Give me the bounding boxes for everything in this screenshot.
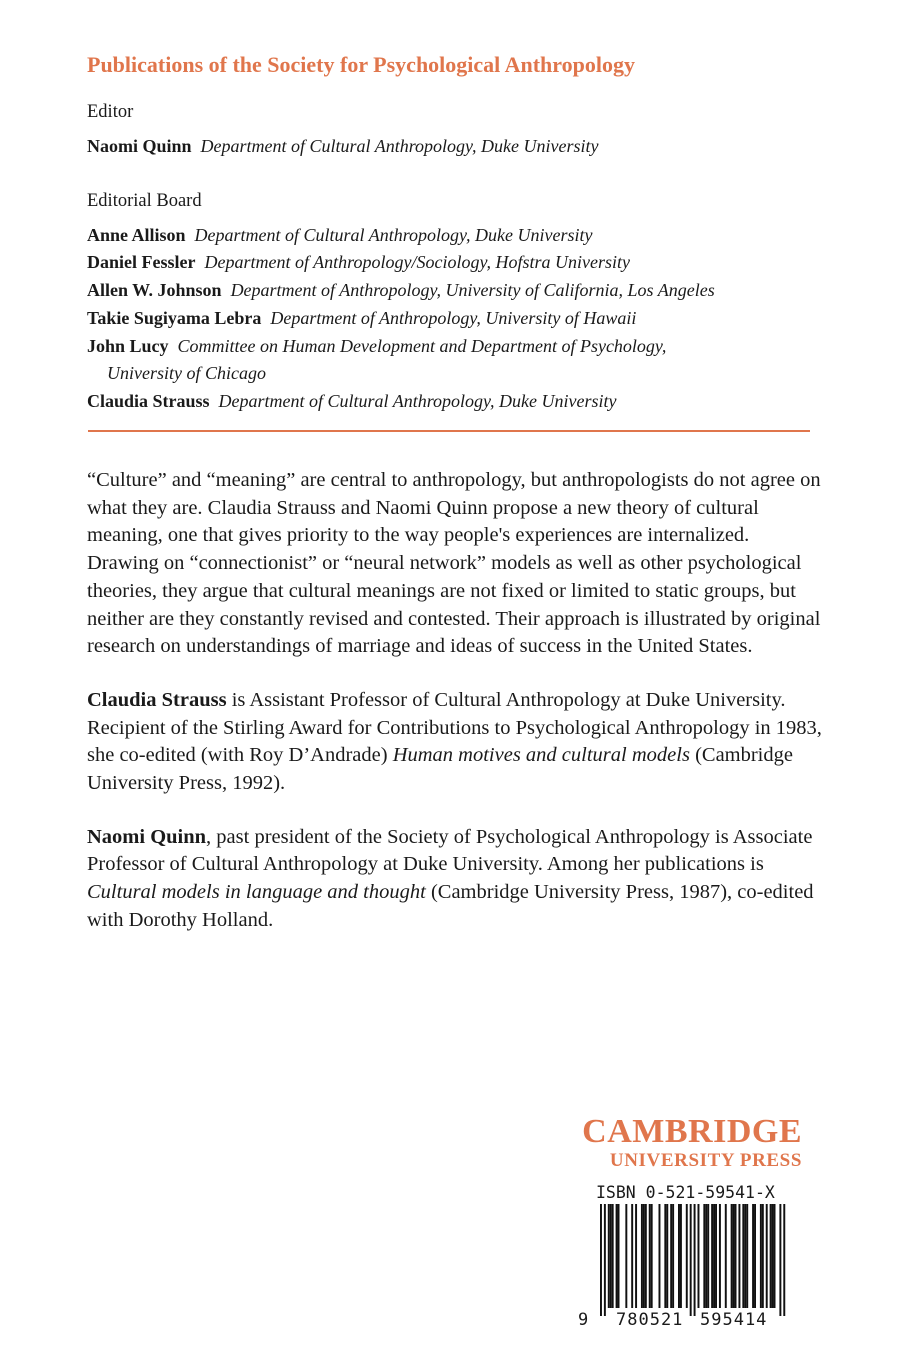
- barcode-bar: [604, 1204, 606, 1316]
- barcode-bar: [715, 1204, 717, 1308]
- barcode-bar: [731, 1204, 733, 1308]
- barcode-bar: [698, 1204, 700, 1308]
- barcode-digit-lead: 9: [578, 1310, 589, 1328]
- publisher-logo-cambridge: CAMBRIDGE: [582, 1113, 802, 1150]
- barcode-bar: [616, 1204, 618, 1308]
- barcode-bar: [600, 1204, 602, 1316]
- back-cover-blurb: [87, 467, 822, 961]
- divider-rule: [88, 430, 810, 432]
- barcode-bar: [707, 1204, 709, 1308]
- barcode-bar: [608, 1204, 610, 1308]
- barcode-bar: [651, 1204, 653, 1308]
- barcode-bar: [719, 1204, 721, 1308]
- barcode-bar: [752, 1204, 754, 1308]
- series-title: Publications of the Society for Psychological Anthropology: [87, 52, 635, 77]
- author-bio-strauss: Claudia Strauss is Assistant Professor of Cultural Anthropology at Duke University. Recipient of the Stirling Award for Contributions to Psychological Anthropology in 1983, she co-edited (with Roy D’Andrade) Human motives and cultural models (Cambridge University Press, 1992).: [87, 688, 822, 795]
- barcode-bar: [754, 1204, 756, 1308]
- board-member: [87, 308, 636, 329]
- barcode-bar: [672, 1204, 674, 1308]
- board-member-affiliation: Department of Anthropology, University of California, Los Angeles: [230, 280, 715, 300]
- barcode-bar: [666, 1204, 668, 1308]
- board-member-name: Takie Sugiyama Lebra: [87, 308, 262, 328]
- barcode-bar: [678, 1204, 680, 1308]
- board-member: [87, 252, 630, 273]
- barcode-bar: [618, 1204, 620, 1308]
- barcode-bars: [600, 1204, 785, 1316]
- editor-affiliation: Department of Cultural Anthropology, Duke University: [200, 136, 599, 156]
- barcode-bar: [713, 1204, 715, 1308]
- barcode-bar: [770, 1204, 772, 1308]
- barcode-bar: [610, 1204, 612, 1308]
- board-member: [87, 391, 617, 412]
- barcode-bar: [694, 1204, 696, 1316]
- barcode-bar: [711, 1204, 713, 1308]
- barcode-bar: [725, 1204, 727, 1308]
- board-member-affiliation: Department of Cultural Anthropology, Duke University: [194, 225, 593, 245]
- barcode-bar: [772, 1204, 774, 1308]
- board-member-affiliation: Department of Anthropology/Sociology, Hofstra University: [204, 252, 630, 272]
- book-description: “Culture” and “meaning” are central to anthropology, but anthropologists do not agree on what they are. Claudia Strauss and Naomi Quinn propose a new theory of cultural meaning, one that gives priority to the way people's experiences are internalized. Drawing on “connectionist” or “neural network” models as well as other psychological theories, they argue that cultural meanings are not fixed or limited to static groups, but neither are they constantly revised and contested. Their approach is illustrated by original research on understandings of marriage and ideas of success in the United States.: [87, 469, 821, 658]
- barcode-bar: [680, 1204, 682, 1308]
- barcode-digits-right: 595414: [700, 1310, 768, 1328]
- board-member: [87, 225, 593, 246]
- barcode-bar: [744, 1204, 746, 1308]
- barcode-bar: [686, 1204, 688, 1308]
- barcode-bar: [635, 1204, 637, 1308]
- board-member-affiliation: Department of Cultural Anthropology, Duke University: [218, 391, 617, 411]
- editor-label: Editor: [87, 102, 134, 122]
- editor-name: Naomi Quinn: [87, 136, 192, 156]
- barcode-bar: [649, 1204, 651, 1308]
- board-member-name: Anne Allison: [87, 225, 186, 245]
- editor-entry: [87, 136, 599, 157]
- barcode-bar: [735, 1204, 737, 1308]
- barcode-bar: [733, 1204, 735, 1308]
- board-member: [87, 336, 666, 357]
- barcode-bar: [631, 1204, 633, 1308]
- author-bio-quinn: Naomi Quinn, past president of the Society of Psychological Anthropology is Associate Professor of Cultural Anthropology at Duke University. Among her publications is Cultural models in language and thought (Cambridge University Press, 1987), co-edited with Dorothy Holland.: [87, 825, 814, 931]
- publisher-logo-university-press: UNIVERSITY PRESS: [609, 1150, 802, 1171]
- barcode-bar: [783, 1204, 785, 1316]
- barcode-bar: [760, 1204, 762, 1308]
- barcode-bar: [641, 1204, 643, 1308]
- barcode-bar: [746, 1204, 748, 1308]
- barcode-bar: [703, 1204, 705, 1308]
- barcode-bar: [612, 1204, 614, 1308]
- barcode-bar: [625, 1204, 627, 1308]
- barcode-digits-left: 780521: [616, 1310, 684, 1328]
- barcode-bar: [774, 1204, 776, 1308]
- isbn-label: ISBN 0-521-59541-X: [596, 1183, 775, 1202]
- barcode-bar: [766, 1204, 768, 1308]
- barcode-bar: [645, 1204, 647, 1308]
- barcode-bar: [664, 1204, 666, 1308]
- barcode-bar: [643, 1204, 645, 1308]
- board-member-name: Claudia Strauss: [87, 391, 210, 411]
- barcode-bar: [762, 1204, 764, 1308]
- barcode-bar: [742, 1204, 744, 1308]
- barcode-bar: [670, 1204, 672, 1308]
- barcode-bar: [779, 1204, 781, 1316]
- barcode-bar: [690, 1204, 692, 1316]
- editorial-board-label: Editorial Board: [87, 191, 202, 211]
- board-member-name: Allen W. Johnson: [87, 280, 222, 300]
- board-member-affiliation-continued: University of Chicago: [107, 363, 266, 383]
- board-member-name: John Lucy: [87, 336, 169, 356]
- board-member-name: Daniel Fessler: [87, 252, 196, 272]
- board-member-affiliation: Committee on Human Development and Department of Psychology,: [177, 336, 667, 356]
- board-member-affiliation: Department of Anthropology, University of Hawaii: [270, 308, 637, 328]
- barcode-bar: [705, 1204, 707, 1308]
- board-member: [87, 280, 715, 301]
- isbn-barcode: [578, 1204, 788, 1328]
- barcode-bar: [659, 1204, 661, 1308]
- barcode-bar: [738, 1204, 740, 1308]
